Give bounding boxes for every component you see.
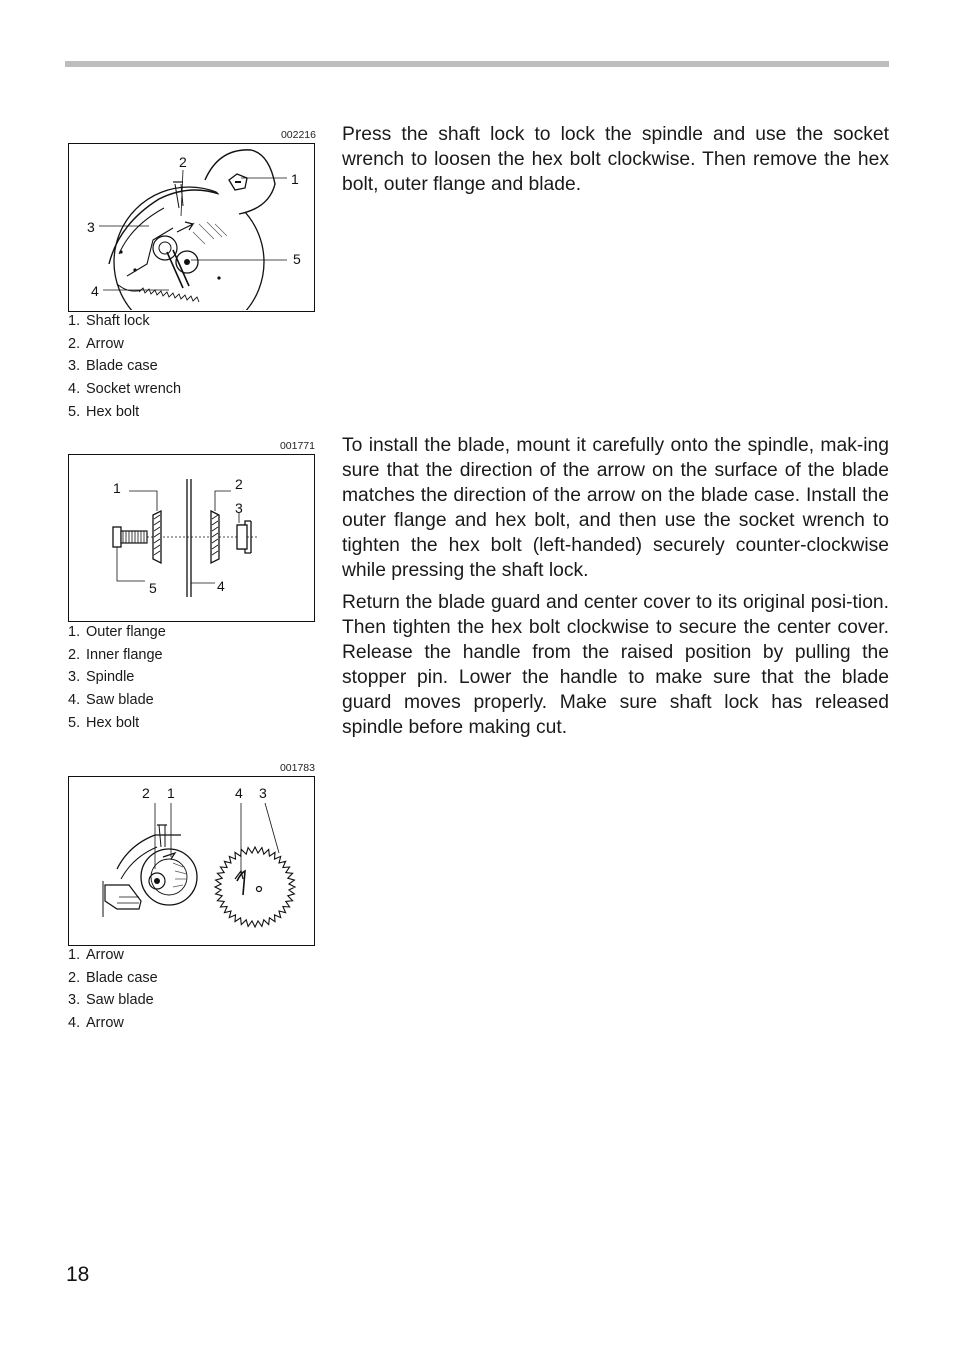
callout-1: 1 — [113, 480, 121, 496]
figure-2-legend — [68, 621, 166, 735]
figure-2-blade-assembly-illustration — [68, 454, 315, 622]
callout-4: 4 — [217, 578, 225, 594]
figure-1-code: 002216 — [280, 129, 316, 141]
legend-item: 5. Hex bolt — [68, 403, 140, 420]
callout-4: 4 — [91, 283, 99, 299]
legend-item: 3. Saw blade — [68, 992, 154, 1009]
figure-2-code: 001771 — [279, 440, 315, 452]
figure-3-code: 001783 — [279, 762, 315, 774]
figure-3-drawing — [69, 777, 313, 944]
callout-1: 1 — [291, 171, 299, 187]
legend-item: 4. Socket wrench — [68, 381, 182, 398]
legend-item: 3. Blade case — [68, 358, 158, 375]
callout-5: 5 — [149, 580, 157, 596]
legend-item: 4. Arrow — [68, 1015, 124, 1032]
legend-item: 1. Arrow — [68, 947, 124, 963]
paragraph-remove-blade: Press the shaft lock to lock the spindle and use the socket wrench to loosen the hex bolt clockwise. Then remove the hex bolt, outer flange and blade. — [342, 124, 889, 195]
legend-item: 2. Inner flange — [68, 646, 163, 663]
callout-1: 1 — [167, 785, 175, 801]
page-number: 18 — [66, 1263, 90, 1286]
figure-1-drawing — [69, 144, 313, 310]
legend-item: 1. Shaft lock — [68, 313, 150, 329]
figure-3-legend — [68, 944, 158, 1035]
figure-1-shaft-lock-illustration — [68, 143, 315, 312]
callout-2: 2 — [179, 154, 187, 170]
legend-item: 2. Arrow — [68, 335, 124, 352]
figure-3-arrow-direction-illustration — [68, 776, 315, 946]
callout-3: 3 — [87, 219, 95, 235]
legend-item: 2. Blade case — [68, 969, 158, 986]
figure-1-legend — [68, 310, 181, 424]
callout-4: 4 — [235, 785, 243, 801]
paragraph-install-blade: To install the blade, mount it carefully onto the spindle, mak-ing sure that the direction of the arrow on the surface of the blade matches the direction of the arrow on the blade case. Install the outer flange and hex bolt, and then use the socket wrench to tighten the hex bolt (left-handed) securely counter-clockwise while pressing the shaft lock. — [342, 435, 889, 581]
legend-item: 1. Outer flange — [68, 624, 166, 640]
legend-item: 3. Spindle — [68, 669, 135, 686]
saw-blade-teeth — [215, 847, 295, 927]
callout-2: 2 — [235, 476, 243, 492]
callout-2: 2 — [142, 785, 150, 801]
figure-2-drawing — [69, 455, 313, 620]
header-rule — [65, 61, 889, 67]
paragraph-return-guard: Return the blade guard and center cover to its original posi-tion. Then tighten the hex bolt clockwise to secure the center cover. Release the handle from the raised position by pulling the stopper pin. Lower the handle to make sure that the blade guard moves properly. Make sure shaft lock has released spindle before making cut. — [342, 592, 889, 738]
callout-5: 5 — [293, 251, 301, 267]
legend-item: 4. Saw blade — [68, 692, 154, 709]
callout-3: 3 — [235, 500, 243, 516]
callout-3: 3 — [259, 785, 267, 801]
legend-item: 5. Hex bolt — [68, 714, 140, 731]
